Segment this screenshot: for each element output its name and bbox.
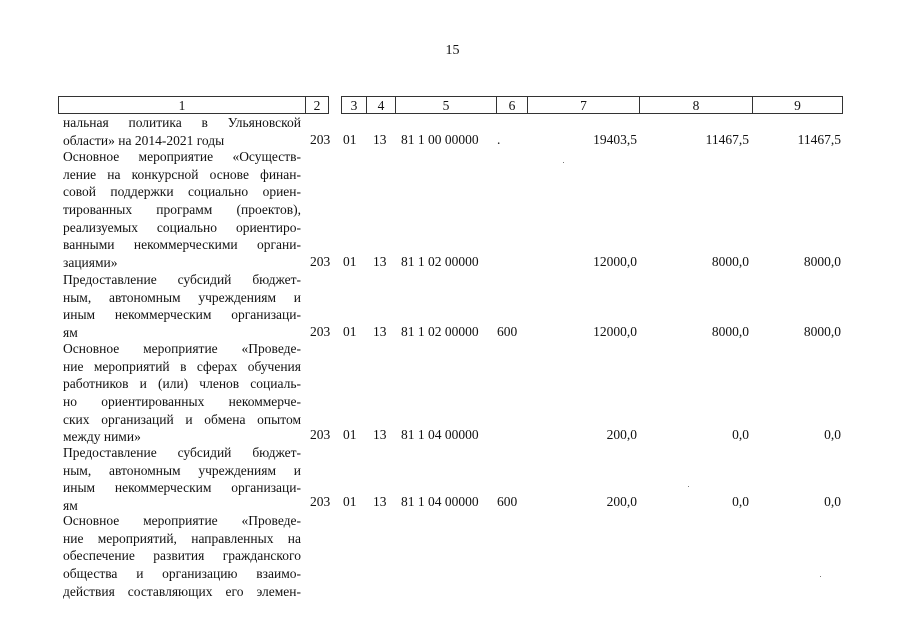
cell-col-7: 200,0 [606,427,637,442]
description-line: ям [63,325,78,341]
cell-col-4: 13 [373,324,387,339]
description-line: области» на 2014-2021 годы [63,132,225,148]
cell-col-4: 13 [373,254,387,269]
cell-col-8: 0,0 [732,427,749,442]
cell-col-2: 203 [310,132,331,147]
description-line: тированных программ (проектов), [63,202,301,218]
row-description [63,512,301,600]
description-line: общества и организацию взаимо- [63,566,301,582]
description-line: ние мероприятий, направленных на [63,530,301,546]
description-line: зациями» [63,255,118,271]
cell-col-7: 200,0 [606,494,637,509]
description-line: Основное мероприятие «Проведе- [63,341,301,356]
row-description [63,271,301,342]
header-col-4: 4 [366,96,396,114]
scan-speck [820,576,821,577]
cell-col-9: 11467,5 [797,132,841,147]
cell-col-3: 01 [343,494,357,509]
description-line: работников и (или) членов социаль- [63,376,301,392]
cell-col-9: 0,0 [824,494,841,509]
description-line: ям [63,498,78,514]
cell-col-2: 203 [310,427,331,442]
description-line: между ними» [63,429,141,445]
header-col-5: 5 [395,96,497,114]
description-line: Предоставление субсидий бюджет- [63,272,301,287]
description-line: Основное мероприятие «Осуществ- [63,149,301,164]
header-col-6: 6 [496,96,528,114]
description-line: иным некоммерческим организаци- [63,307,301,323]
header-col-1: 1 [58,96,306,114]
cell-col-4: 13 [373,494,387,509]
cell-col-5: 81 1 04 00000 [401,494,479,509]
header-col-7: 7 [527,96,640,114]
cell-col-3: 01 [343,427,357,442]
row-description [63,340,301,446]
cell-col-9: 0,0 [824,427,841,442]
cell-col-8: 8000,0 [711,324,749,339]
cell-col-7: 12000,0 [593,324,637,339]
description-line: ным, автономным учреждениям и [63,462,301,478]
scan-speck [563,162,564,163]
cell-col-2: 203 [310,254,331,269]
description-line: совой поддержки социально ориен- [63,184,301,200]
description-line: ление на конкурсной основе финан- [63,166,301,182]
cell-col-9: 8000,0 [803,324,841,339]
description-line: реализуемых социально ориентиро- [63,219,301,235]
row-description [63,444,301,515]
description-line: Основное мероприятие «Проведе- [63,513,301,528]
cell-col-3: 01 [343,132,357,147]
description-line: действия составляющих его элемен- [63,583,301,599]
description-line: но ориентированных некоммерче- [63,394,301,410]
description-line: Предоставление субсидий бюджет- [63,445,301,460]
cell-col-8: 0,0 [732,494,749,509]
cell-col-5: 81 1 02 00000 [401,324,479,339]
cell-col-5: 81 1 00 00000 [401,132,479,147]
cell-col-6: 600 [497,324,518,339]
description-line: ние мероприятий в сферах обучения [63,358,301,374]
page-number: 15 [445,43,460,58]
cell-col-5: 81 1 04 00000 [401,427,479,442]
cell-col-7: 19403,5 [593,132,637,147]
cell-col-6: 600 [497,494,518,509]
cell-col-8: 8000,0 [711,254,749,269]
header-col-3: 3 [341,96,367,114]
cell-col-5: 81 1 02 00000 [401,254,479,269]
cell-col-4: 13 [373,132,387,147]
cell-col-4: 13 [373,427,387,442]
cell-col-6: . [497,132,501,147]
cell-col-8: 11467,5 [705,132,749,147]
row-description [63,114,301,149]
cell-col-2: 203 [310,324,331,339]
description-line: иным некоммерческим организаци- [63,480,301,496]
header-col-8: 8 [639,96,753,114]
description-line: ванными некоммерческими органи- [63,237,301,253]
description-line: нальная политика в Ульяновской [63,115,301,130]
scan-speck [688,486,689,487]
table-header-row [58,96,843,114]
description-line: обеспечение развития гражданского [63,548,301,564]
row-description [63,148,301,272]
cell-col-7: 12000,0 [593,254,637,269]
cell-col-3: 01 [343,254,357,269]
description-line: ских организаций и обмена опытом [63,411,301,427]
description-line: ным, автономным учреждениям и [63,289,301,305]
header-col-2: 2 [305,96,329,114]
header-col-9: 9 [752,96,843,114]
cell-col-2: 203 [310,494,331,509]
cell-col-9: 8000,0 [803,254,841,269]
cell-col-3: 01 [343,324,357,339]
